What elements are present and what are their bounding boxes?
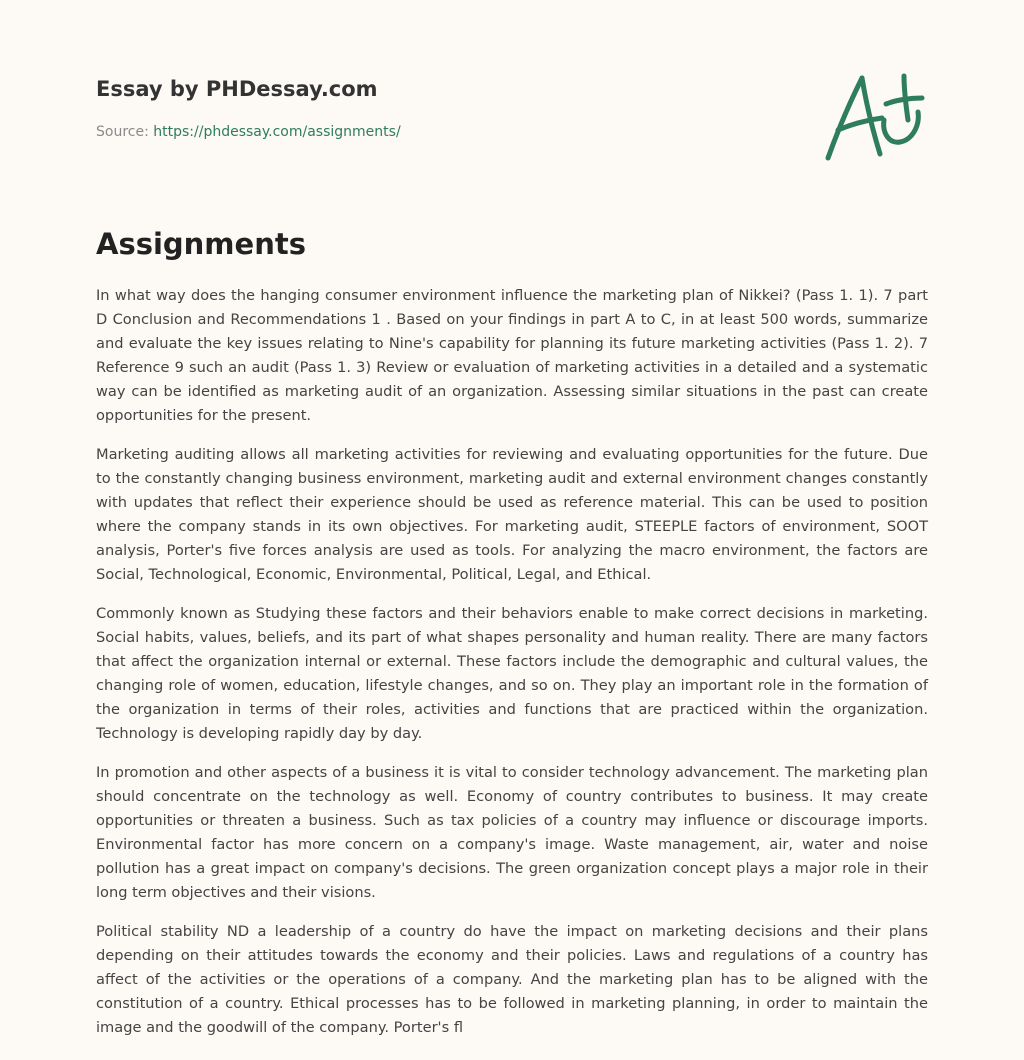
- a-plus-grade-icon: [822, 68, 928, 164]
- article-paragraph: Political stability ND a leadership of a country do have the impact on marketing decisions and their plans depending on their attitudes towards the economy and their policies. Laws and regulations of a country has affect of the activities or the operations of a company. And the marketing plan has to be aligned with the constitution of a country. Ethical processes has to be followed in marketing planning, in order to maintain the image and the goodwill of the company. Porter's fl: [96, 923, 928, 1036]
- page-header: [96, 74, 928, 142]
- article-paragraph: In what way does the hanging consumer environment influence the marketing plan of Nikkei? (Pass 1. 1). 7 part D Conclusion and Recommendations 1 . Based on your findings in part A to C, in at least 500 words, summarize and evaluate the key issues relating to Nine's capability for planning its future marketing activities (Pass 1. 2). 7 Reference 9 such an audit (Pass 1. 3) Review or evaluation of marketing activities in a detailed and a systematic way can be identified as marketing audit of an organization. Assessing similar situations in the past can create opportunities for the present.: [96, 287, 928, 424]
- site-title: Essay by PHDessay.com: [96, 77, 378, 101]
- article-paragraph: Commonly known as Studying these factors and their behaviors enable to make correct decisions in marketing. Social habits, values, beliefs, and its part of what shapes personality and human reality. There are many factors that affect the organization internal or external. These factors include the demographic and cultural values, the changing role of women, education, lifestyle changes, and so on. They play an important role in the formation of the organization in terms of their roles, activities and functions that are practiced within the organization. Technology is developing rapidly day by day.: [96, 605, 928, 742]
- article-paragraph: In promotion and other aspects of a business it is vital to consider technology advancement. The marketing plan should concentrate on the technology as well. Economy of country contributes to business. It may create opportunities or threaten a business. Such as tax policies of a country may influence or discourage imports. Environmental factor has more concern on a company's image. Waste management, air, water and noise pollution has a great impact on company's decisions. The green organization concept plays a major role in their long term objectives and their visions.: [96, 764, 928, 901]
- source-link[interactable]: https://phdessay.com/assignments/: [153, 124, 401, 140]
- article-body: [96, 284, 928, 1055]
- page-title: Assignments: [96, 227, 306, 261]
- source-label: Source:: [96, 124, 149, 140]
- article-paragraph: Marketing auditing allows all marketing activities for reviewing and evaluating opportunities for the future. Due to the constantly changing business environment, marketing audit and external environment changes constantly with updates that reflect their experience should be used as reference material. This can be used to position where the company stands in its own objectives. For marketing audit, STEEPLE factors of environment, SOOT analysis, Porter's five forces analysis are used as tools. For analyzing the macro environment, the factors are Social, Technological, Economic, Environmental, Political, Legal, and Ethical.: [96, 446, 928, 583]
- source-line: [96, 122, 928, 142]
